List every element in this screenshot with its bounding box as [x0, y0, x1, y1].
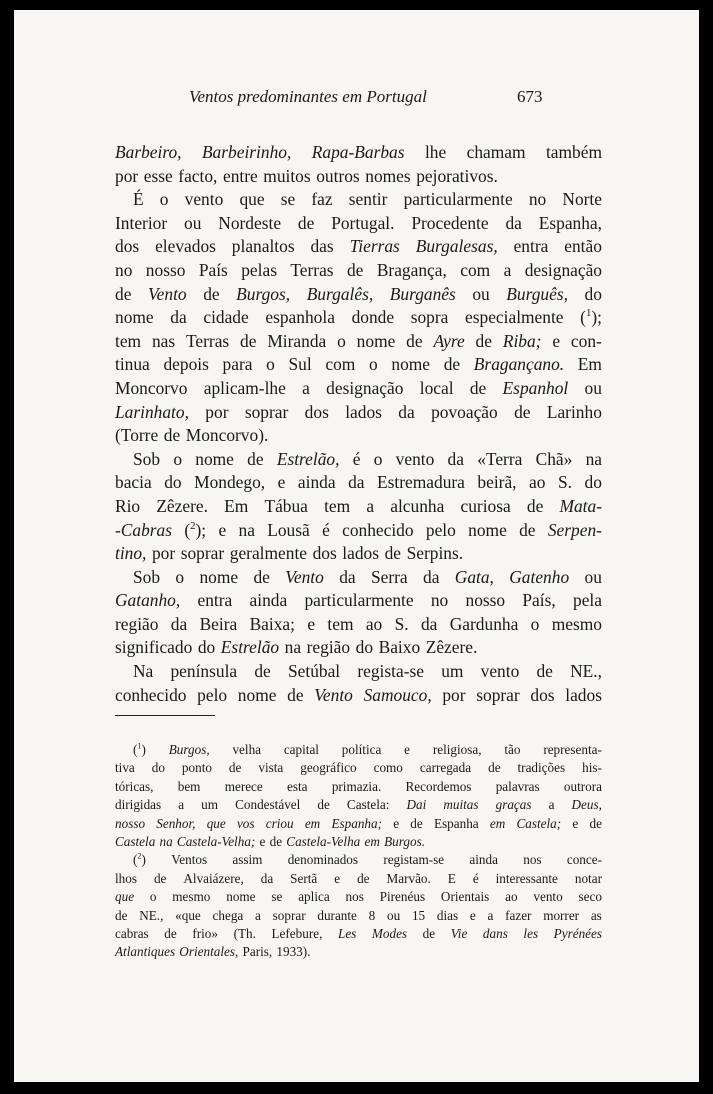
text-line: conhecido pelo nome de Vento Samouco, por soprar dos lados — [115, 684, 602, 705]
text-line: Interior ou Nordeste de Portugal. Procedente da Espanha, — [115, 212, 602, 233]
text-line: nome da cidade espanhola donde sopra especialmente ($^1$); — [115, 307, 602, 328]
page-number: 673 — [517, 87, 543, 106]
text-line: significado do Estrelão na região do Baixo Zêzere. — [115, 637, 478, 658]
text-line: Na península de Setúbal regista-se um vento de NE., — [133, 661, 602, 682]
running-head — [14, 87, 699, 109]
text-line: Sob o nome de Estrelão, é o vento da «Terra Chã» na — [133, 448, 602, 469]
footnote-line: lhos de Alvaiázere, da Sertã e de Marvão. E é interessante notar — [115, 870, 602, 886]
text-line: tem nas Terras de Miranda o nome de Ayre de Riba; e con- — [115, 330, 602, 351]
footnote-line: ($^2$) Ventos assim denominados registam-se ainda nos conce- — [133, 851, 602, 868]
footnote-line: tiva do ponto de vista geográfico como carregada de tradições his- — [115, 760, 602, 776]
text-line: Larinhato, por soprar dos lados da povoação de Larinho — [115, 401, 602, 422]
footnote-line: nosso Senhor, que vos criou em Espanha; e de Espanha em Castela; e de — [115, 815, 602, 831]
paragraph — [115, 448, 602, 566]
footnotes — [115, 741, 602, 962]
footnote-line: que o mesmo nome se aplica nos Pirenéus Orientais ao vento seco — [115, 889, 602, 905]
footnote — [115, 851, 602, 961]
paragraph — [115, 141, 602, 188]
paragraph — [115, 188, 602, 448]
text-line: Gatanho, entra ainda particularmente no nosso País, pela — [115, 590, 602, 611]
footnote-line: Castela na Castela-Velha; e de Castela-Velha em Burgos. — [115, 833, 426, 849]
text-line: por esse facto, entre muitos outros nomes pejorativos. — [115, 165, 498, 186]
text-line: Moncorvo aplicam-lhe a designação local de Espanhol ou — [115, 377, 602, 398]
book-page — [14, 10, 699, 1082]
paragraph — [115, 660, 602, 707]
footnote-line: tóricas, bem merece esta primazia. Recordemos palavras outrora — [115, 778, 602, 794]
text-line: -Cabras ($^2$); e na Lousã é conhecido pelo nome de Serpen- — [115, 519, 602, 540]
text-line: tinua depois para o Sul com o nome de Bragançano. Em — [115, 354, 602, 375]
text-line: de Vento de Burgos, Burgalês, Burganês ou Burguês, do — [115, 283, 602, 304]
body-text — [115, 141, 602, 707]
footnote-line: Atlantiques Orientales, Paris, 1933). — [115, 944, 311, 960]
running-title: Ventos predominantes em Portugal — [189, 87, 427, 106]
text-line: Rio Zêzere. Em Tábua tem a alcunha curiosa de Mata- — [115, 495, 602, 516]
text-line: (Torre de Moncorvo). — [115, 425, 269, 446]
footnote-line: ($^1$) Burgos, velha capital política e religiosa, tão representa- — [133, 741, 602, 757]
footnote-rule — [115, 715, 215, 716]
text-line: Sob o nome de Vento da Serra da Gata, Gatenho ou — [133, 566, 602, 587]
text-line: tino, por soprar geralmente dos lados de Serpins. — [115, 543, 464, 564]
text-line: dos elevados planaltos das Tierras Burgalesas, entra então — [115, 236, 602, 257]
text-line: Barbeiro, Barbeirinho, Rapa-Barbas lhe chamam também — [115, 142, 602, 162]
footnote — [115, 741, 602, 851]
text-line: É o vento que se faz sentir particularmente no Norte — [133, 189, 602, 210]
footnote-line: dirigidas a um Condestável de Castela: Dai muitas graças a Deus, — [115, 797, 602, 813]
text-line: região da Beira Baixa; e tem ao S. da Gardunha o mesmo — [115, 613, 602, 634]
paragraph — [115, 566, 602, 660]
footnote-line: de NE., «que chega a soprar durante 8 ou 15 dias e a fazer morrer as — [115, 907, 602, 923]
text-line: no nosso País pelas Terras de Bragança, com a designação — [115, 259, 602, 280]
footnote-line: cabras de frio» (Th. Lefebure, Les Modes de Vie dans les Pyrénées — [115, 925, 602, 941]
text-line: bacia do Mondego, e ainda da Estremadura beirã, ao S. do — [115, 472, 602, 493]
